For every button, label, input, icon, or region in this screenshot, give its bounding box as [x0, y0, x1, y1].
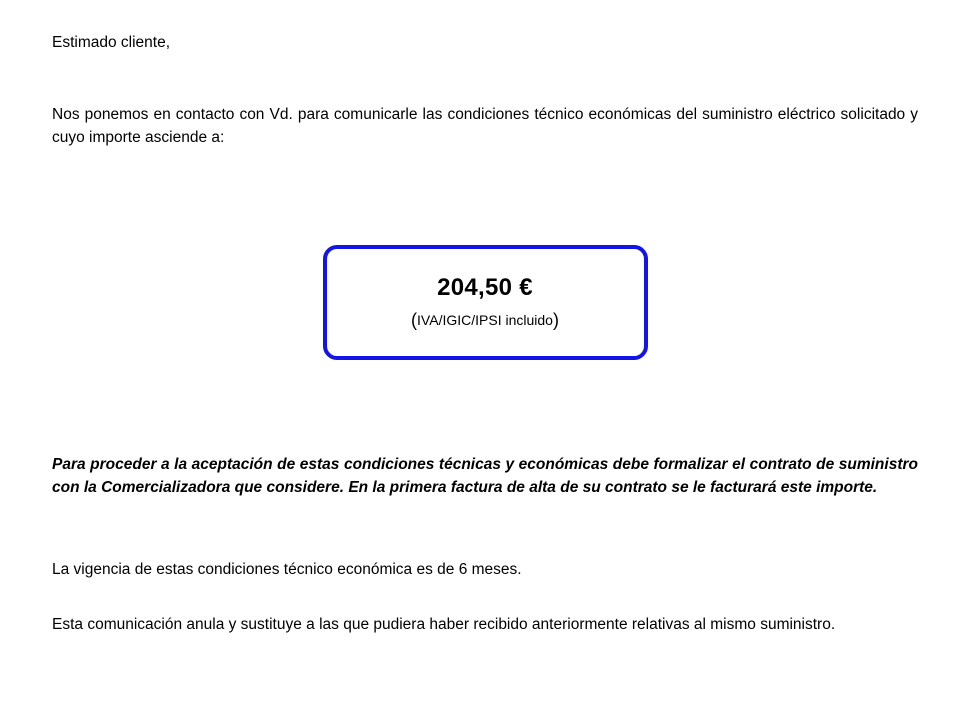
amount-callout: [52, 245, 918, 360]
validity-paragraph: La vigencia de estas condiciones técnico económica es de 6 meses.: [52, 561, 522, 579]
amount-note: [411, 310, 559, 331]
amount-note-open-paren: (: [411, 310, 418, 331]
annulment-paragraph: Esta comunicación anula y sustituye a las que pudiera haber recibido anteriormente relativas al mismo suministro.: [52, 615, 836, 633]
amount-note-text: IVA/IGIC/IPSI incluido: [417, 312, 553, 329]
intro-paragraph: Nos ponemos en contacto con Vd. para comunicarle las condiciones técnico económicas del suministro eléctrico solicitado y cuyo importe asciende a:: [52, 106, 918, 146]
amount-box: [323, 245, 648, 360]
amount-note-close-paren: ): [552, 310, 559, 331]
greeting-text: Estimado cliente,: [52, 34, 171, 51]
emphasis-paragraph: Para proceder a la aceptación de estas condiciones técnicas y económicas debe formalizar el contrato de suministro con la Comercializadora que considere. En la primera factura de alta de su contrato se le facturará este importe.: [52, 456, 918, 496]
amount-value: 204,50 €: [437, 274, 533, 302]
